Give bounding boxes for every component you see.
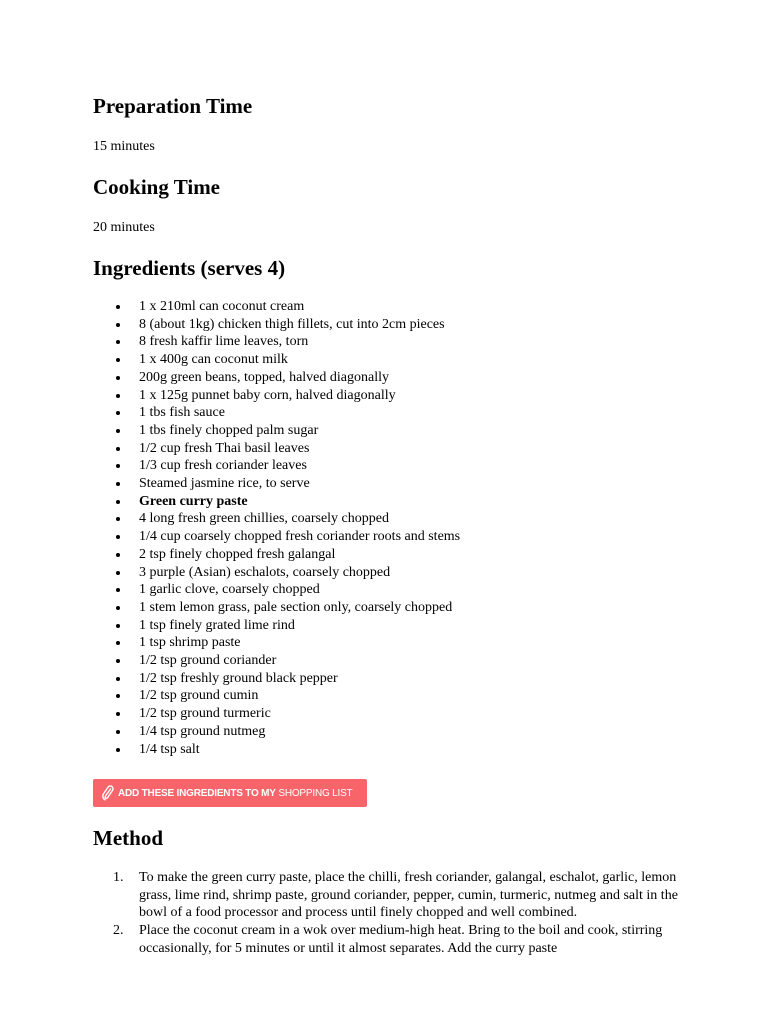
ingredient-item: 1 x 400g can coconut milk (93, 351, 460, 369)
bullet-icon (116, 677, 120, 681)
preparation-time-value: 15 minutes (93, 139, 155, 154)
ingredient-item: 1/4 cup coarsely chopped fresh coriander roots and stems (93, 528, 460, 546)
shopping-button-label: ADD THESE INGREDIENTS TO MY (118, 787, 276, 799)
ingredient-item: 1 garlic clove, coarsely chopped (93, 581, 460, 599)
ingredient-item: 2 tsp finely chopped fresh galangal (93, 546, 460, 564)
step-number: 2. (113, 923, 124, 939)
step-number: 1. (113, 870, 124, 885)
ingredient-item: 1/2 tsp ground turmeric (93, 705, 460, 723)
ingredient-subheading: Green curry paste (93, 493, 460, 511)
step-text: Place the coconut cream in a wok over medium-high heat. Bring to the boil and cook, stirring occasionally, for 5 minutes or until it almost separates. Add the curry paste (139, 923, 663, 956)
ingredient-item: Steamed jasmine rice, to serve (93, 475, 460, 493)
method-step (93, 869, 693, 922)
bullet-icon (116, 376, 120, 380)
bullet-icon (116, 411, 120, 415)
bullet-icon (116, 482, 120, 486)
ingredient-item: 1 tbs finely chopped palm sugar (93, 422, 460, 440)
method-step (93, 922, 693, 957)
bullet-icon (116, 659, 120, 663)
cooking-time-value: 20 minutes (93, 220, 155, 235)
ingredient-item: 1/2 tsp freshly ground black pepper (93, 670, 460, 688)
bullet-icon (116, 535, 120, 539)
ingredient-item: 4 long fresh green chillies, coarsely chopped (93, 510, 460, 528)
ingredient-item: 1 x 210ml can coconut cream (93, 298, 460, 316)
ingredient-item: 1/2 tsp ground coriander (93, 652, 460, 670)
ingredients-heading: Ingredients (serves 4) (93, 256, 286, 280)
ingredient-item: 3 purple (Asian) eschalots, coarsely chopped (93, 564, 460, 582)
bullet-icon (116, 641, 120, 645)
cooking-time-heading: Cooking Time (93, 175, 221, 199)
bullet-icon (116, 447, 120, 451)
bullet-icon (116, 323, 120, 327)
shopping-button-label-accent: SHOPPING LIST (278, 787, 353, 799)
bullet-icon (116, 694, 120, 698)
bullet-icon (116, 340, 120, 344)
bullet-icon (116, 394, 120, 398)
bullet-icon (116, 588, 120, 592)
method-steps (93, 869, 693, 958)
ingredient-item: 8 (about 1kg) chicken thigh fillets, cut into 2cm pieces (93, 316, 460, 334)
ingredient-item: 1 x 125g punnet baby corn, halved diagonally (93, 387, 460, 405)
ingredient-item: 1/2 cup fresh Thai basil leaves (93, 440, 460, 458)
bullet-icon (116, 429, 120, 433)
bullet-icon (116, 571, 120, 575)
bullet-icon (116, 730, 120, 734)
preparation-time-heading: Preparation Time (93, 94, 253, 118)
ingredient-item: 200g green beans, topped, halved diagonally (93, 369, 460, 387)
paperclip-icon (101, 784, 115, 802)
bullet-icon (116, 517, 120, 521)
ingredient-item: 1 stem lemon grass, pale section only, coarsely chopped (93, 599, 460, 617)
ingredient-item: 1 tbs fish sauce (93, 404, 460, 422)
ingredient-item: 1/4 tsp ground nutmeg (93, 723, 460, 741)
bullet-icon (116, 500, 120, 504)
bullet-icon (116, 748, 120, 752)
bullet-icon (116, 624, 120, 628)
bullet-icon (116, 606, 120, 610)
bullet-icon (116, 553, 120, 557)
ingredient-item: 1/4 tsp salt (93, 741, 460, 759)
ingredients-list (93, 298, 460, 758)
ingredient-item: 1/3 cup fresh coriander leaves (93, 457, 460, 475)
bullet-icon (116, 712, 120, 716)
ingredient-item: 1 tsp finely grated lime rind (93, 617, 460, 635)
bullet-icon (116, 358, 120, 362)
ingredient-item: 1/2 tsp ground cumin (93, 687, 460, 705)
bullet-icon (116, 305, 120, 309)
ingredient-item: 1 tsp shrimp paste (93, 634, 460, 652)
method-heading: Method (93, 826, 163, 850)
add-to-shopping-list-button[interactable] (93, 779, 367, 807)
ingredient-item: 8 fresh kaffir lime leaves, torn (93, 333, 460, 351)
bullet-icon (116, 464, 120, 468)
step-text: To make the green curry paste, place the chilli, fresh coriander, galangal, eschalot, garlic, lemon grass, lime rind, shrimp paste, ground coriander, pepper, cumin, turmeric, nutmeg and salt in the bowl of a food processor and process until finely chopped and well combined. (139, 870, 678, 921)
